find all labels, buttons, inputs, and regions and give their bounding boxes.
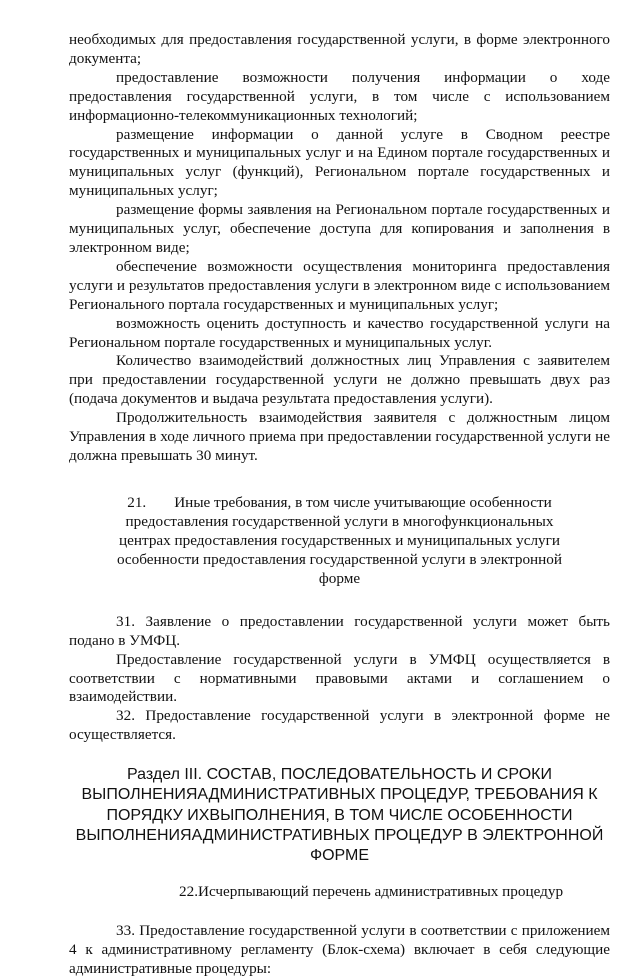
subsection-heading-21 bbox=[69, 493, 610, 588]
paragraph: 33. Предоставление государственной услуги в соответствии с приложением 4 к административному регламенту (Блок-схема) включает в себя следующие административные процедуры: bbox=[69, 922, 610, 977]
paragraph: размещение информации о данной услуге в Сводном реестре государственных и муниципальных услуг и на Едином портале государственных и муниципальных услуг (функций), Региональном портале государственных и муниципальных услуг; bbox=[69, 125, 610, 200]
paragraph: Предоставление государственной услуги в УМФЦ осуществляется в соответствии с нормативными правовыми актами и соглашением о взаимодействии. bbox=[69, 650, 610, 706]
subsection-heading-22: 22.Исчерпывающий перечень административных процедур bbox=[179, 883, 564, 901]
paragraph: размещение формы заявления на Региональном портале государственных и муниципальных услуг, обеспечение доступа для копирования и заполнения в электронном виде; bbox=[69, 201, 610, 256]
paragraph: необходимых для предоставления государственной услуги, в форме электронного документа; bbox=[69, 31, 610, 67]
section-heading-3: Раздел III. СОСТАВ, ПОСЛЕДОВАТЕЛЬНОСТЬ И СРОКИ ВЫПОЛНЕНИЯАДМИНИСТРАТИВНЫХ ПРОЦЕДУР, ТРЕБОВАНИЯ К ПОРЯДКУ ИХВЫПОЛНЕНИЯ, В ТОМ ЧИСЛЕ ОСОБЕННОСТИ ВЫПОЛНЕНИЯАДМИНИСТРАТИВНЫХ ПРОЦЕДУР В ЭЛЕКТРОННОЙ ФОРМЕ bbox=[75, 766, 604, 864]
paragraph: возможность оценить доступность и качество государственной услуги на Региональном портале государственных и муниципальных услуг. bbox=[69, 314, 610, 351]
paragraph: Продолжительность взаимодействия заявителя с должностным лицом Управления в ходе личного приема при предоставлении государственной услуги не должна превышать 30 минут. bbox=[69, 409, 610, 464]
paragraph: Количество взаимодействий должностных лиц Управления с заявителем при предоставлении государственной услуги не должно превышать двух раз (подача документов и выдача результата предоставления услуги). bbox=[69, 352, 610, 408]
paragraph: обеспечение возможности осуществления мониторинга предоставления услуги и результатов предоставления услуги в электронном виде с использованием Регионального портала государственных и муниципальных услуг; bbox=[69, 257, 610, 313]
heading-number: 21. bbox=[127, 493, 147, 511]
paragraph: 32. Предоставление государственной услуги в электронной форме не осуществляется. bbox=[69, 707, 610, 744]
paragraph: 31. Заявление о предоставлении государственной услуги может быть подано в УМФЦ. bbox=[69, 612, 610, 649]
paragraph: предоставление возможности получения информации о ходе предоставления государственной услуги, в том числе с использованием информационно-телекоммуникационных технологий; bbox=[69, 68, 610, 124]
heading-text: Иные требования, в том числе учитывающие особенности предоставления государственной услуги в многофункциональных центрах предоставления государственных и муниципальных услуги особенности предоставления государственной услуги в электронной форме bbox=[116, 493, 563, 587]
document-page bbox=[69, 31, 610, 979]
